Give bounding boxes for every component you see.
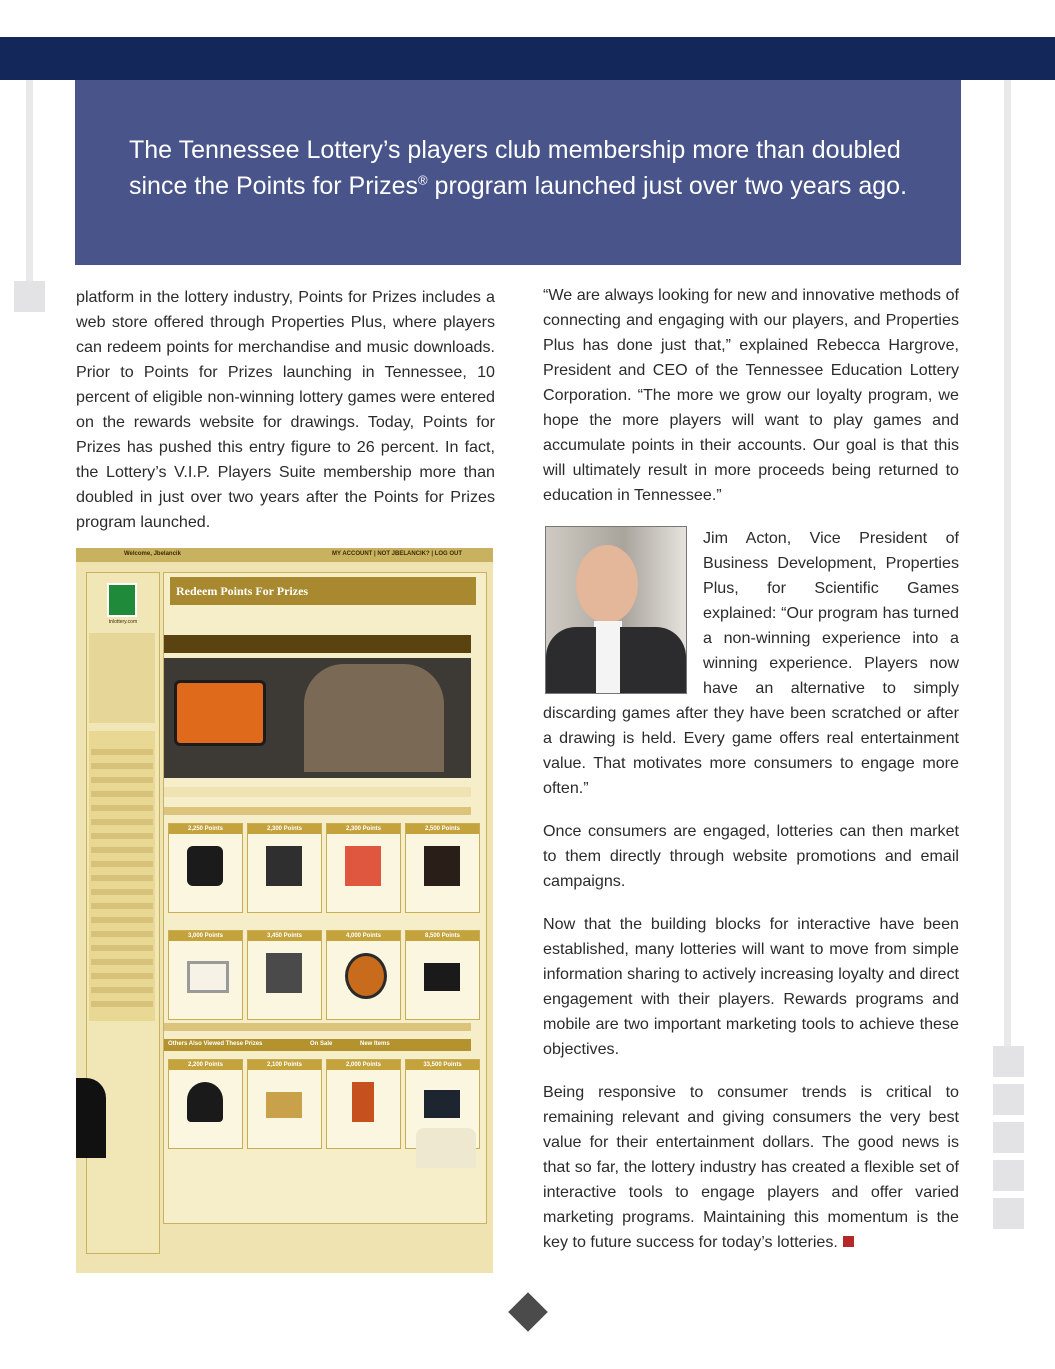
right-rail-square [993, 1160, 1024, 1191]
prize-points: 3,000 Points [169, 931, 242, 941]
photo-shirt [594, 621, 622, 693]
left-paragraph: platform in the lottery industry, Points for Prizes includes a web store offered through Properties Plus, where players can redeem points for merchandise and music downloads. Prior to Points for Prizes launching in Tennessee, 10 percent of eligible non-winning lottery games were entered on the rewards website for drawings. Today, Points for Prizes has pushed this entry figure to 26 percent. In fact, the Lottery’s V.I.P. Players Suite membership more than doubled in just over two years after the Points for Prizes program launched. [76, 288, 495, 531]
prize-points: 2,500 Points [406, 824, 479, 834]
gear-category-bar [164, 635, 471, 653]
category-item [91, 917, 153, 923]
tshirt-image [266, 846, 302, 886]
prize-card [405, 823, 480, 913]
account-box [89, 633, 155, 723]
pull-quote-text [129, 132, 929, 204]
paragraph-2-text: Jim Acton, Vice President of Business Development, Properties Plus, for Scientific Games explained: “Our program has turned a non-winning experience into a winning experience. Players now have an alternative to simply discarding games after they have been scratched or after a drawing is held. Every game offers real entertainment value. That motivates more consumers to engage more often.” [543, 529, 959, 797]
photo-head [576, 545, 638, 623]
prize-card [168, 930, 243, 1020]
category-item [91, 763, 153, 769]
category-item [91, 791, 153, 797]
category-item [91, 889, 153, 895]
cap-image [187, 1082, 223, 1122]
category-item [91, 959, 153, 965]
category-item [91, 833, 153, 839]
prize-card [326, 1059, 401, 1149]
lamp-image [416, 1128, 476, 1168]
license-frame-image [187, 961, 229, 993]
category-item [91, 861, 153, 867]
paragraph-5 [543, 1080, 959, 1255]
category-item [91, 847, 153, 853]
lottery-logo-icon [107, 583, 137, 617]
category-item [91, 945, 153, 951]
top-header-bar [0, 37, 1055, 80]
paragraph-5-text: Being responsive to consumer trends is critical to remaining relevant and giving consumers the very best value for their entertainment dollars. The good news is that so far, the lottery industry has created a flexible set of interactive tools to engage players and offer varied marketing programs. Maintaining this momentum is the key to future success for today’s lotteries. [543, 1083, 959, 1251]
prize-card [247, 1059, 322, 1149]
store-welcome: Welcome, Jbelancik [124, 551, 181, 557]
viewing-bar [164, 807, 471, 815]
viewing-bar-bottom [164, 1023, 471, 1031]
category-item [91, 1001, 153, 1007]
category-item [91, 973, 153, 979]
rider-photo [304, 664, 444, 772]
tv-image [424, 1090, 460, 1118]
photo-jacket-right [620, 627, 686, 693]
right-rail-square [993, 1198, 1024, 1229]
category-item [91, 875, 153, 881]
mug-set-image [187, 846, 223, 886]
store-top-links: MY ACCOUNT | NOT JBELANCIK? | LOG OUT [332, 551, 463, 557]
prize-card [405, 930, 480, 1020]
pull-quote-box [75, 80, 961, 265]
prize-points: 2,300 Points [327, 824, 400, 834]
pull-quote-line1: The Tennessee Lottery’s players club membership more than doubled [129, 136, 901, 164]
pull-quote-line2: since the Points for Prizes [129, 172, 419, 200]
prize-points: 2,000 Points [327, 1060, 400, 1070]
prize-card [326, 823, 401, 913]
left-rail-square [14, 281, 45, 312]
web-store-screenshot [76, 548, 493, 1273]
also-viewed-title: Others Also Viewed These Prizes [168, 1041, 263, 1047]
right-rail [1004, 80, 1011, 1046]
womens-tshirt-image [345, 846, 381, 886]
category-item [91, 777, 153, 783]
right-rail-square [993, 1084, 1024, 1115]
store-site-name: tnlottery.com [108, 619, 138, 625]
hero-image [164, 658, 471, 778]
new-items-tab: New Items [360, 1041, 390, 1047]
prize-card [247, 823, 322, 913]
category-item [91, 931, 153, 937]
paragraph-2 [543, 526, 959, 801]
also-viewed-bar [164, 1039, 471, 1051]
page-diamond-icon [508, 1292, 548, 1332]
harley-logo-icon [174, 680, 266, 746]
tumblers-image [266, 953, 302, 993]
left-column [76, 285, 495, 535]
jim-acton-photo [545, 526, 687, 694]
travel-bag-image [424, 963, 460, 991]
prize-points: 3,450 Points [248, 931, 321, 941]
on-sale-tab: On Sale [310, 1041, 333, 1047]
beach-towel-image [352, 1082, 374, 1122]
store-header-bar [76, 548, 493, 562]
prize-card [247, 930, 322, 1020]
butler-hand-image [76, 1078, 106, 1158]
category-item [91, 749, 153, 755]
category-item [91, 805, 153, 811]
right-rail-square [993, 1046, 1024, 1077]
store-banner-title: Redeem Points For Prizes [170, 577, 476, 605]
left-rail [26, 80, 33, 282]
category-item [91, 903, 153, 909]
prize-points: 2,250 Points [169, 824, 242, 834]
prize-points: 4,000 Points [327, 931, 400, 941]
prize-points: 2,200 Points [169, 1060, 242, 1070]
right-rail-square [993, 1122, 1024, 1153]
end-mark-icon [843, 1236, 854, 1247]
paragraph-3: Once consumers are engaged, lotteries can then market to them directly through website promotions and email campaigns. [543, 822, 959, 890]
prize-points: 2,300 Points [248, 824, 321, 834]
right-column [543, 283, 959, 1273]
pull-quote-line2-end: program launched just over two years ago. [427, 172, 908, 200]
book-image [424, 846, 460, 886]
photo-jacket-left [546, 627, 596, 693]
category-item [91, 987, 153, 993]
paragraph-4: Now that the building blocks for interactive have been established, many lotteries will want to move from simple information sharing to actively increasing loyalty and direct engagement with their players. Rewards programs and mobile are two important marketing tools to achieve these objectives. [543, 915, 959, 1058]
paragraph-1: “We are always looking for new and innovative methods of connecting and engaging with our players, and Properties Plus has done just that,” explained Rebecca Hargrove, President and CEO of the Tennessee Education Lottery Corporation. “The more we grow our loyalty program, we hope the more players will want to play games and accumulate points in their accounts. Our goal is that this will ultimately result in more proceeds being returned to education in Tennessee.” [543, 286, 959, 504]
category-item [91, 819, 153, 825]
prize-points: 8,500 Points [406, 931, 479, 941]
prize-card [168, 1059, 243, 1149]
prize-card [168, 823, 243, 913]
neon-clock-image [345, 953, 387, 999]
board-game-image [266, 1092, 302, 1118]
store-main-panel [163, 572, 487, 1224]
prize-points: 2,100 Points [248, 1060, 321, 1070]
prize-card [326, 930, 401, 1020]
registered-mark: ® [418, 172, 428, 188]
prize-points: 33,500 Points [406, 1060, 479, 1070]
sort-bar [164, 787, 471, 797]
